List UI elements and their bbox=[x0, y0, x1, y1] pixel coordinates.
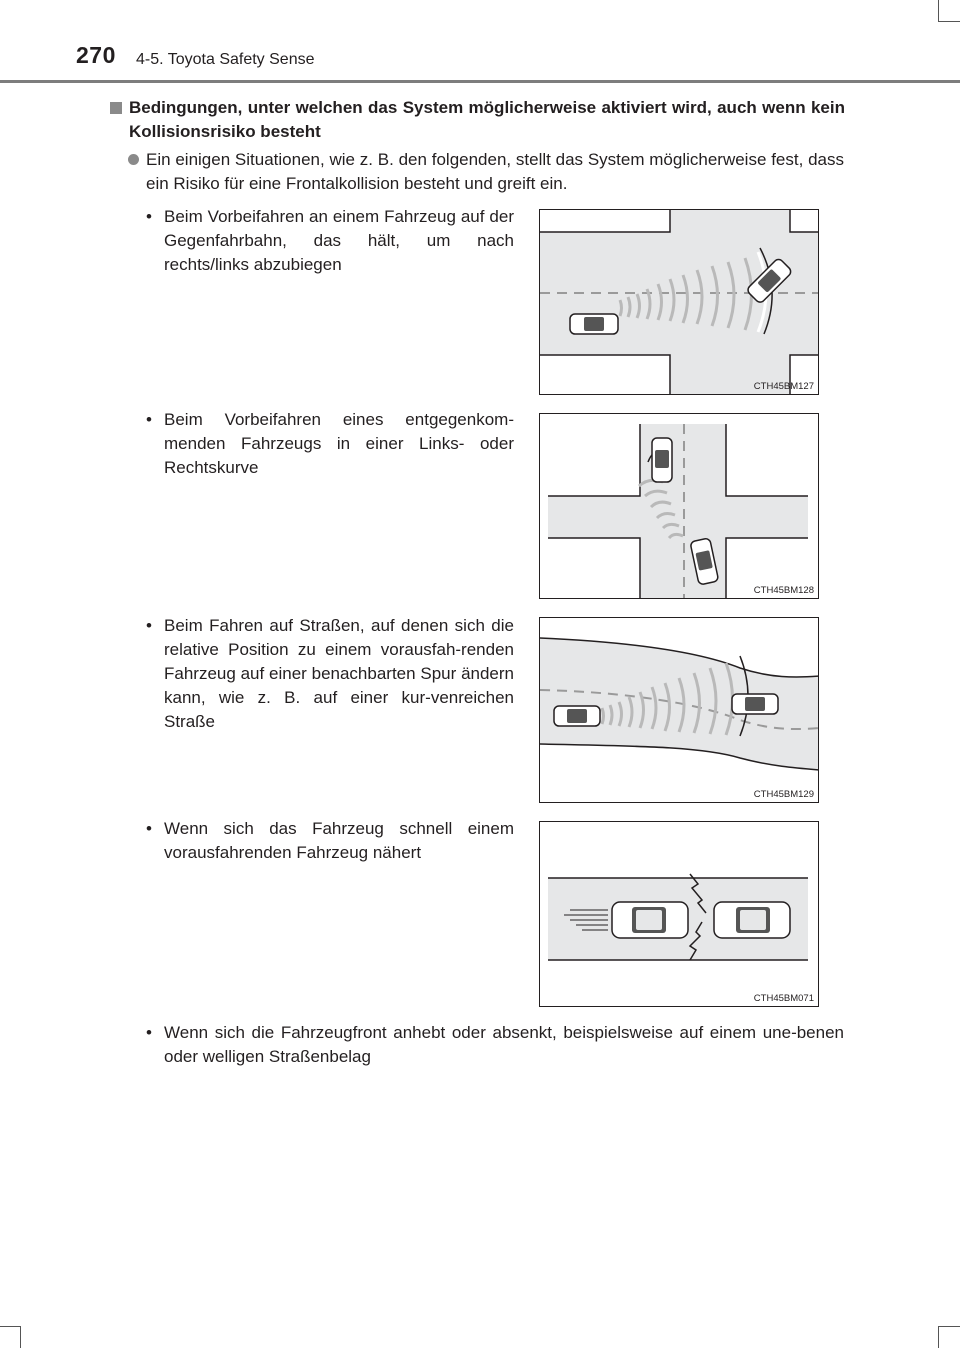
intersection-curve-diagram bbox=[540, 414, 819, 599]
bullet-text: Wenn sich das Fahrzeug schnell einem vorausfahrenden Fahrzeug nähert bbox=[164, 819, 514, 862]
preceding-car-icon bbox=[714, 902, 790, 938]
bullet-marker: • bbox=[146, 207, 152, 226]
crop-mark bbox=[938, 0, 939, 22]
illustration-oncoming-turning-vehicle bbox=[539, 209, 819, 395]
header-rule bbox=[0, 80, 960, 83]
bullet-item bbox=[146, 614, 514, 734]
intersection-turn-diagram bbox=[540, 210, 819, 395]
bullet-item bbox=[146, 205, 514, 277]
preceding-car-icon bbox=[732, 694, 778, 714]
bullet-item bbox=[146, 817, 514, 865]
bullet-text: Beim Vorbeifahren an einem Fahrzeug auf der Gegenfahrbahn, das hält, um nach rechts/links abzubiegen bbox=[164, 207, 514, 274]
winding-road-diagram bbox=[540, 618, 819, 803]
rapid-approach-diagram bbox=[540, 822, 819, 1007]
intro-paragraph bbox=[128, 148, 844, 196]
subsection-heading bbox=[110, 96, 845, 144]
ego-car-icon bbox=[570, 314, 618, 334]
crop-mark bbox=[938, 21, 960, 22]
oncoming-car-icon bbox=[652, 438, 672, 482]
bullet-text: Wenn sich die Fahrzeugfront anhebt oder absenkt, beispielsweise auf einem une-benen oder welligen Straßenbelag bbox=[164, 1023, 844, 1066]
figure-code: CTH45BM071 bbox=[753, 993, 814, 1004]
bullet-item bbox=[146, 1021, 844, 1069]
crop-mark bbox=[938, 1326, 960, 1327]
bullet-marker: • bbox=[146, 410, 152, 429]
bullet-marker: • bbox=[146, 616, 152, 635]
heading-text: Bedingungen, unter welchen das System möglicherweise aktiviert wird, auch wenn kein Kollisionsrisiko besteht bbox=[129, 98, 845, 141]
intro-text: Ein einigen Situationen, wie z. B. den folgenden, stellt das System möglicherweise fest, dass ein Risiko für eine Frontalkollision besteht und greift ein. bbox=[146, 150, 844, 193]
bullet-marker: • bbox=[146, 1023, 152, 1042]
figure-code: CTH45BM127 bbox=[753, 381, 814, 392]
circle-bullet-icon bbox=[128, 154, 139, 165]
illustration-rapid-approach bbox=[539, 821, 819, 1007]
ego-car-icon bbox=[554, 706, 600, 726]
crop-mark bbox=[0, 1326, 21, 1327]
illustration-curve-oncoming-vehicle bbox=[539, 413, 819, 599]
figure-code: CTH45BM128 bbox=[753, 585, 814, 596]
square-bullet-icon bbox=[110, 102, 122, 114]
bullet-marker: • bbox=[146, 819, 152, 838]
illustration-winding-road bbox=[539, 617, 819, 803]
crop-mark bbox=[20, 1326, 21, 1348]
ego-car-icon bbox=[612, 902, 688, 938]
bullet-text: Beim Fahren auf Straßen, auf denen sich die relative Position zu einem vorausfah-renden Fahrzeug auf einer benachbarten Spur ändern kann, wie z. B. auf einer kur-venreichen Straße bbox=[164, 616, 514, 731]
page-number: 270 bbox=[76, 42, 116, 68]
crop-mark bbox=[938, 1326, 939, 1348]
bullet-item bbox=[146, 408, 514, 480]
figure-code: CTH45BM129 bbox=[753, 789, 814, 800]
bullet-text: Beim Vorbeifahren eines entgegenkom-menden Fahrzeugs in einer Links- oder Rechtskurve bbox=[164, 410, 514, 477]
section-title: 4-5. Toyota Safety Sense bbox=[136, 51, 315, 68]
